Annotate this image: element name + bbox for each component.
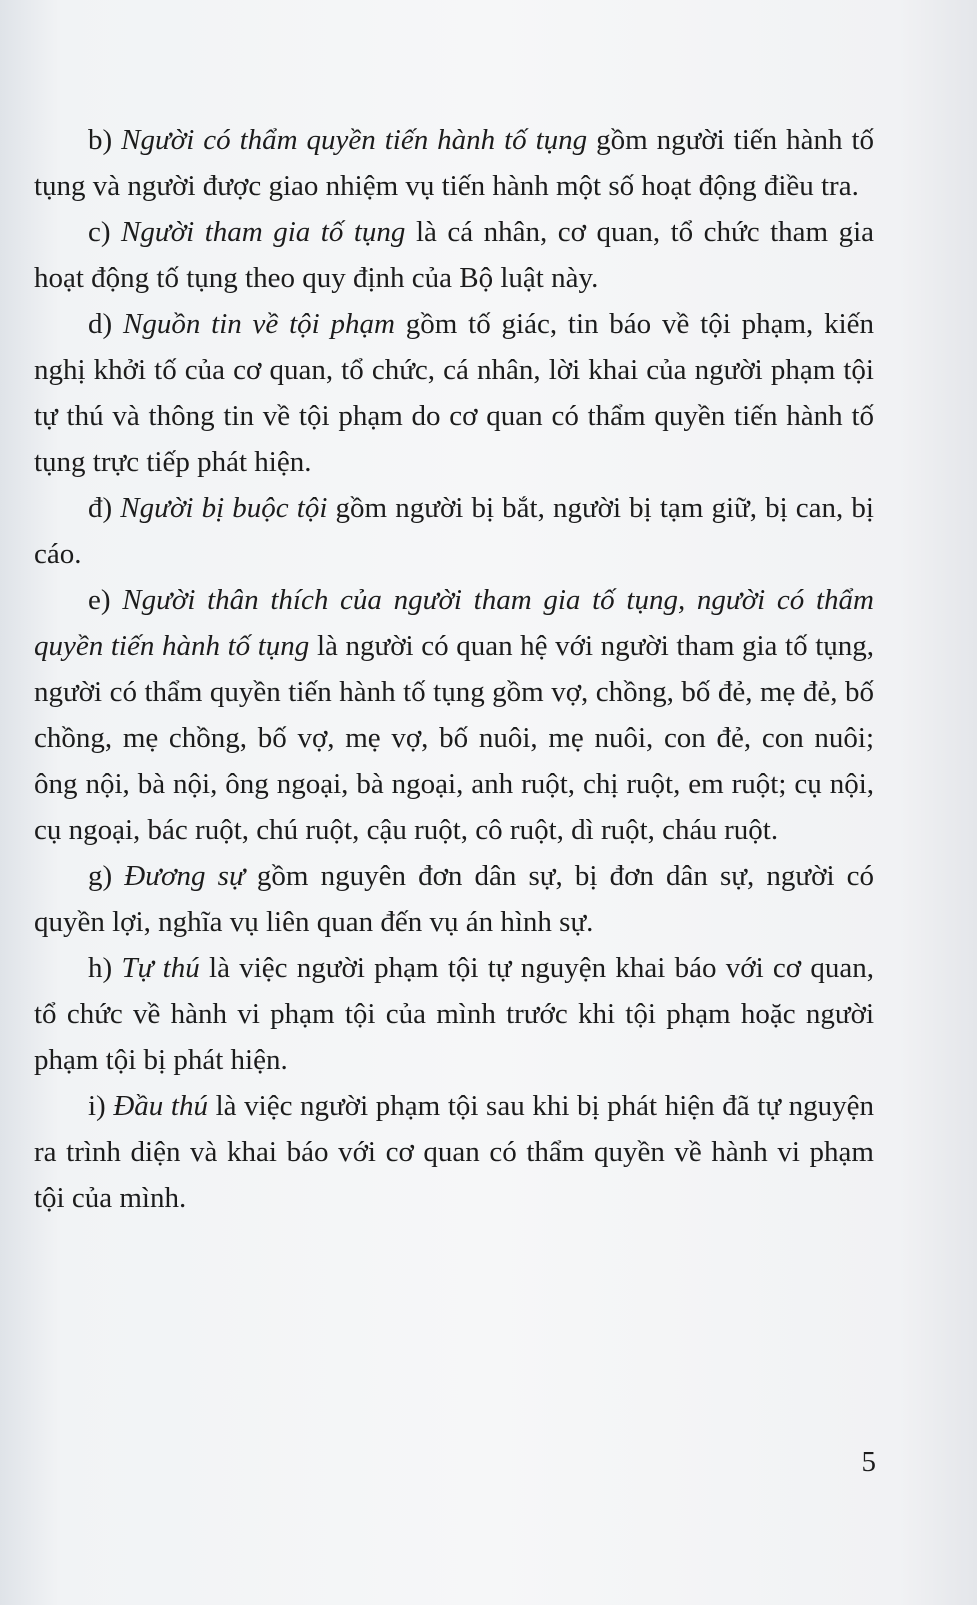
definition-text: là cá nhân, cơ quan, tổ chức tham gia hoạt động tố tụng theo quy định của Bộ luật này. (34, 216, 875, 294)
paragraph-g (34, 853, 874, 945)
page-number: 5 (861, 1446, 876, 1478)
definition-text: gồm tố giác, tin báo về tội phạm, kiến nghị khởi tố của cơ quan, tổ chức, cá nhân, lời khai của người phạm tội tự thú và thông tin về tội phạm do cơ quan có thẩm quyền tiến hành tố tụng trực tiếp phát hiện. (34, 308, 875, 478)
defined-term: Người thân thích của người tham gia tố tụng, người có thẩm quyền tiến hành tố tụng (34, 584, 875, 662)
definition-text: gồm người tiến hành tố tụng và người được giao nhiệm vụ tiến hành một số hoạt động điều tra. (34, 124, 874, 202)
item-label: g) (88, 860, 113, 892)
defined-term: Tự thú (121, 952, 200, 984)
paragraph-b (34, 117, 874, 209)
definition-text: gồm nguyên đơn dân sự, bị đơn dân sự, người có quyền lợi, nghĩa vụ liên quan đến vụ án hình sự. (34, 860, 875, 938)
paragraph-c (34, 209, 874, 301)
defined-term: Người bị buộc tội (120, 492, 328, 524)
item-label: c) (88, 216, 111, 248)
defined-term: Đầu thú (113, 1090, 208, 1122)
definition-text: là việc người phạm tội sau khi bị phát hiện đã tự nguyện ra trình diện và khai báo với cơ quan có thẩm quyền về hành vi phạm tội của mình. (34, 1090, 875, 1214)
item-label: h) (88, 952, 113, 984)
item-label: đ) (88, 492, 113, 524)
defined-term: Đương sự (124, 860, 245, 892)
definition-text: là việc người phạm tội tự nguyện khai báo với cơ quan, tổ chức về hành vi phạm tội của mình trước khi tội phạm hoặc người phạm tội bị phát hiện. (34, 952, 875, 1076)
item-label: d) (88, 308, 113, 340)
paragraph-h (34, 945, 874, 1083)
paragraph-e (34, 577, 874, 853)
defined-term: Nguồn tin về tội phạm (122, 308, 395, 340)
paragraph-d (34, 301, 874, 485)
page-body (34, 117, 874, 1221)
defined-term: Người tham gia tố tụng (121, 216, 406, 248)
paragraph-i (34, 1083, 874, 1221)
item-label: e) (88, 584, 111, 616)
paragraph-dd (34, 485, 874, 577)
item-label: i) (88, 1090, 106, 1122)
definition-text: là người có quan hệ với người tham gia tố tụng, người có thẩm quyền tiến hành tố tụng gồm vợ, chồng, bố đẻ, mẹ đẻ, bố chồng, mẹ chồng, bố vợ, mẹ vợ, bố nuôi, mẹ nuôi, con đẻ, con nuôi; ông nội, bà nội, ông ngoại, bà ngoại, anh ruột, chị ruột, em ruột; cụ nội, cụ ngoại, bác ruột, chú ruột, cậu ruột, cô ruột, dì ruột, cháu ruột. (34, 630, 875, 846)
definition-text: gồm người bị bắt, người bị tạm giữ, bị can, bị cáo. (34, 492, 874, 570)
defined-term: Người có thẩm quyền tiến hành tố tụng (121, 124, 588, 156)
item-label: b) (88, 124, 113, 156)
